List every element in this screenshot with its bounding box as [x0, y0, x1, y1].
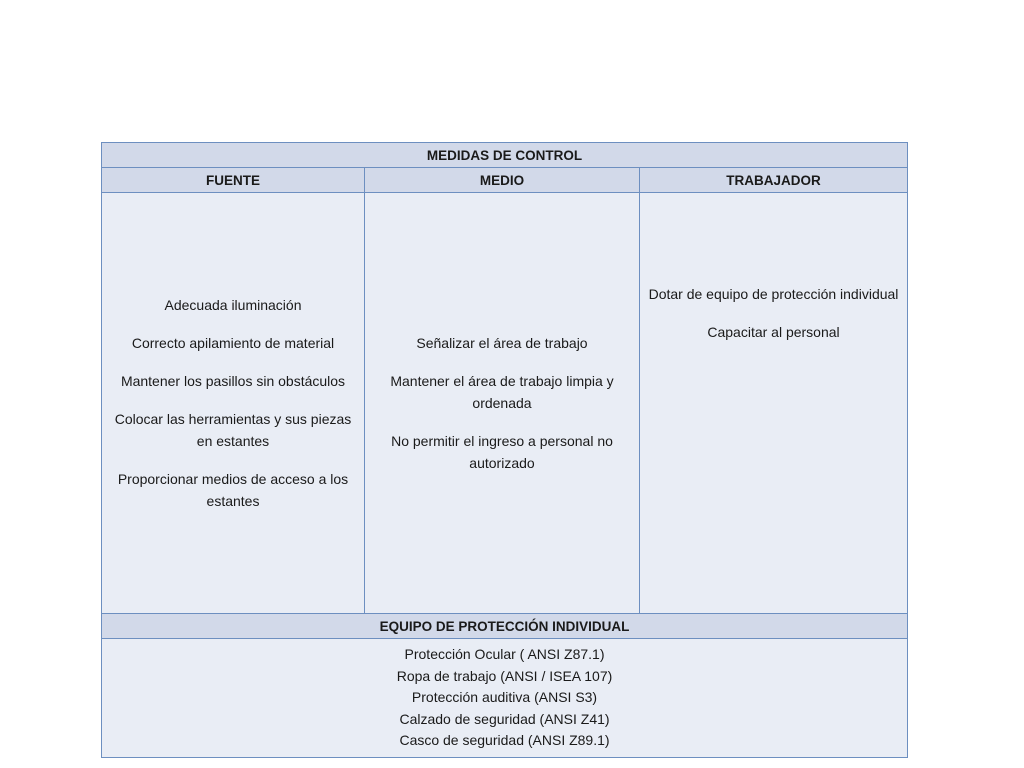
fuente-item: Mantener los pasillos sin obstáculos: [120, 373, 346, 389]
fuente-item: Correcto apilamiento de material: [131, 335, 335, 351]
column-header-fuente: FUENTE: [102, 168, 365, 193]
table-title: MEDIDAS DE CONTROL: [102, 143, 908, 168]
epi-item: Ropa de trabajo (ANSI / ISEA 107): [396, 667, 613, 684]
trabajador-item: Dotar de equipo de protección individual: [648, 286, 899, 302]
medio-item: Señalizar el área de trabajo: [416, 335, 588, 351]
column-header-trabajador: TRABAJADOR: [640, 168, 908, 193]
column-header-medio: MEDIO: [365, 168, 640, 193]
control-measures-table-container: [101, 142, 907, 758]
epi-cell: [102, 639, 908, 758]
epi-item: Protección Ocular ( ANSI Z87.1): [404, 646, 605, 663]
control-measures-table: [101, 142, 908, 758]
fuente-item: Adecuada iluminación: [164, 297, 302, 313]
epi-title: EQUIPO DE PROTECCIÓN INDIVIDUAL: [102, 614, 908, 639]
trabajador-item: Capacitar al personal: [707, 324, 840, 340]
trabajador-cell: [640, 193, 908, 614]
medio-cell: [365, 193, 640, 614]
epi-item: Casco de seguridad (ANSI Z89.1): [399, 732, 610, 749]
medio-item: Mantener el área de trabajo limpia y ordenada: [390, 373, 614, 411]
fuente-item: Proporcionar medios de acceso a los estantes: [117, 471, 349, 509]
epi-item: Calzado de seguridad (ANSI Z41): [399, 710, 610, 727]
fuente-item: Colocar las herramientas y sus piezas en estantes: [114, 411, 352, 449]
medio-item: No permitir el ingreso a personal no autorizado: [391, 433, 613, 471]
fuente-cell: [102, 193, 365, 614]
epi-item: Protección auditiva (ANSI S3): [411, 689, 598, 706]
